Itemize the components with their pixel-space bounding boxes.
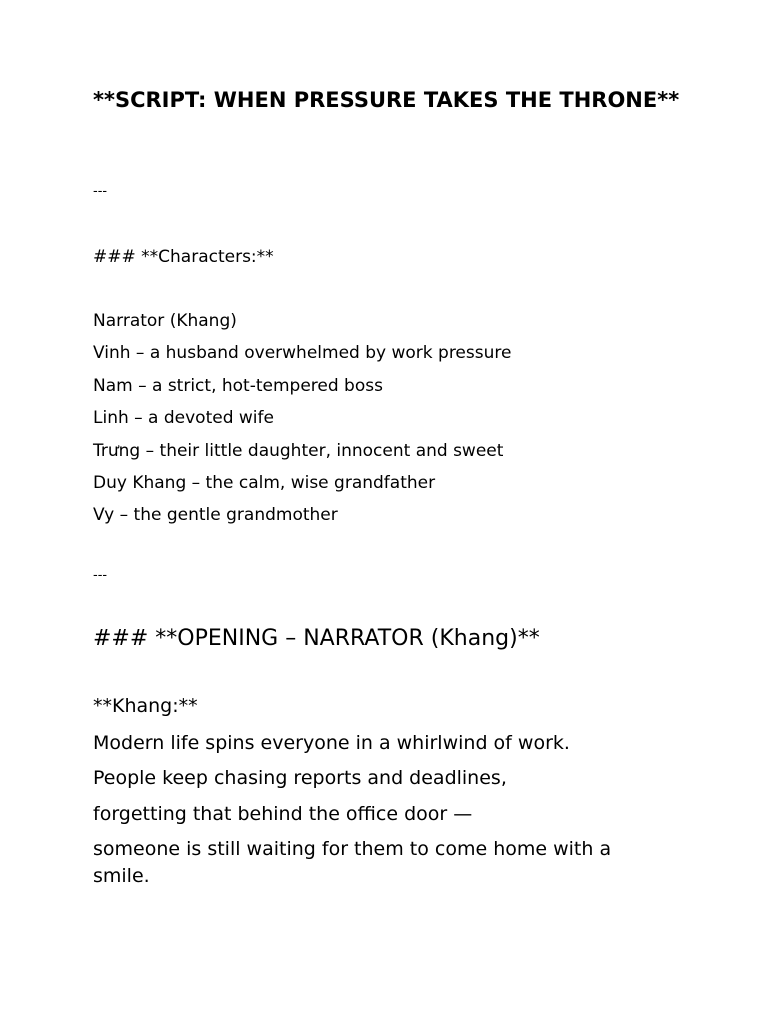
divider: --- [93, 184, 108, 199]
speech-lines [93, 730, 673, 899]
character-item: Narrator (Khang) [93, 311, 237, 331]
character-item: Duy Khang – the calm, wise grandfather [93, 472, 436, 493]
character-item: Trưng – their little daughter, innocent and sweet [93, 440, 504, 461]
script-title: **SCRIPT: WHEN PRESSURE TAKES THE THRONE** [93, 88, 680, 112]
speech-line: forgetting that behind the office door — [93, 802, 473, 825]
character-list [93, 311, 511, 538]
speech-line: People keep chasing reports and deadlines, [93, 767, 507, 790]
character-item: Vinh – a husband overwhelmed by work pressure [93, 343, 512, 364]
speaker-label: **Khang:** [93, 695, 198, 717]
character-item: Nam – a strict, hot-tempered boss [93, 375, 383, 396]
divider: --- [93, 568, 108, 583]
character-item: Vy – the gentle grandmother [93, 505, 338, 526]
speech-line: someone is still waiting for them to come home with a smile. [93, 838, 612, 888]
opening-heading: ### **OPENING – NARRATOR (Khang)** [93, 626, 540, 651]
character-item: Linh – a devoted wife [93, 408, 274, 429]
characters-heading: ### **Characters:** [93, 247, 274, 267]
speech-line: Modern life spins everyone in a whirlwind of work. [93, 732, 570, 754]
